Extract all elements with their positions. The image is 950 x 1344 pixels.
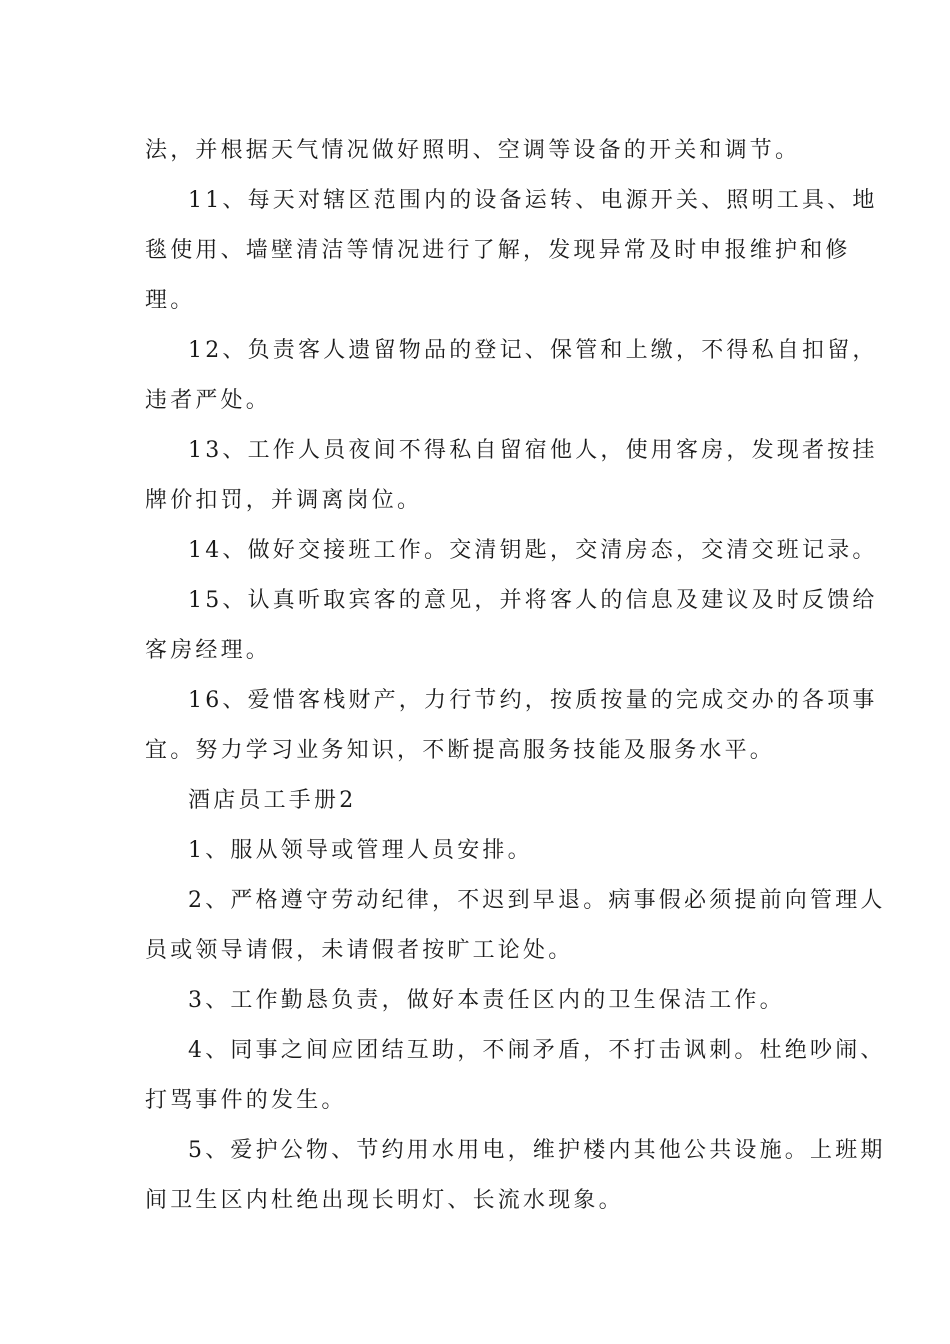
text-line: 12、负责客人遗留物品的登记、保管和上缴，不得私自扣留， <box>188 338 878 363</box>
text-line: 2、严格遵守劳动纪律，不迟到早退。病事假必须提前向管理人 <box>188 888 886 913</box>
text-line: 13、工作人员夜间不得私自留宿他人，使用客房，发现者按挂 <box>188 438 878 463</box>
text-line: 3、工作勤恳负责，做好本责任区内的卫生保洁工作。 <box>188 988 785 1013</box>
text-line: 打骂事件的发生。 <box>145 1088 347 1113</box>
text-line: 毯使用、墙壁清洁等情况进行了解，发现异常及时申报维护和修 <box>145 238 851 263</box>
text-line: 5、爱护公物、节约用水用电，维护楼内其他公共设施。上班期 <box>188 1138 886 1163</box>
text-line: 牌价扣罚，并调离岗位。 <box>145 488 423 513</box>
text-line: 4、同事之间应团结互助，不闹矛盾，不打击讽刺。杜绝吵闹、 <box>188 1038 886 1063</box>
section-heading: 酒店员工手册2 <box>188 788 357 813</box>
text-line: 1、服从领导或管理人员安排。 <box>188 838 533 863</box>
text-line: 16、爱惜客栈财产，力行节约，按质按量的完成交办的各项事 <box>188 688 878 713</box>
text-line: 11、每天对辖区范围内的设备运转、电源开关、照明工具、地 <box>188 188 878 213</box>
text-line: 法，并根据天气情况做好照明、空调等设备的开关和调节。 <box>145 138 801 163</box>
text-line: 违者严处。 <box>145 388 272 413</box>
text-line: 员或领导请假，未请假者按旷工论处。 <box>145 938 574 963</box>
text-line: 14、做好交接班工作。交清钥匙，交清房态，交清交班记录。 <box>188 538 878 563</box>
text-line: 15、认真听取宾客的意见，并将客人的信息及建议及时反馈给 <box>188 588 878 613</box>
text-line: 理。 <box>145 288 196 313</box>
text-line: 客房经理。 <box>145 638 272 663</box>
text-line: 宜。努力学习业务知识，不断提高服务技能及服务水平。 <box>145 738 776 763</box>
text-line: 间卫生区内杜绝出现长明灯、长流水现象。 <box>145 1188 624 1213</box>
